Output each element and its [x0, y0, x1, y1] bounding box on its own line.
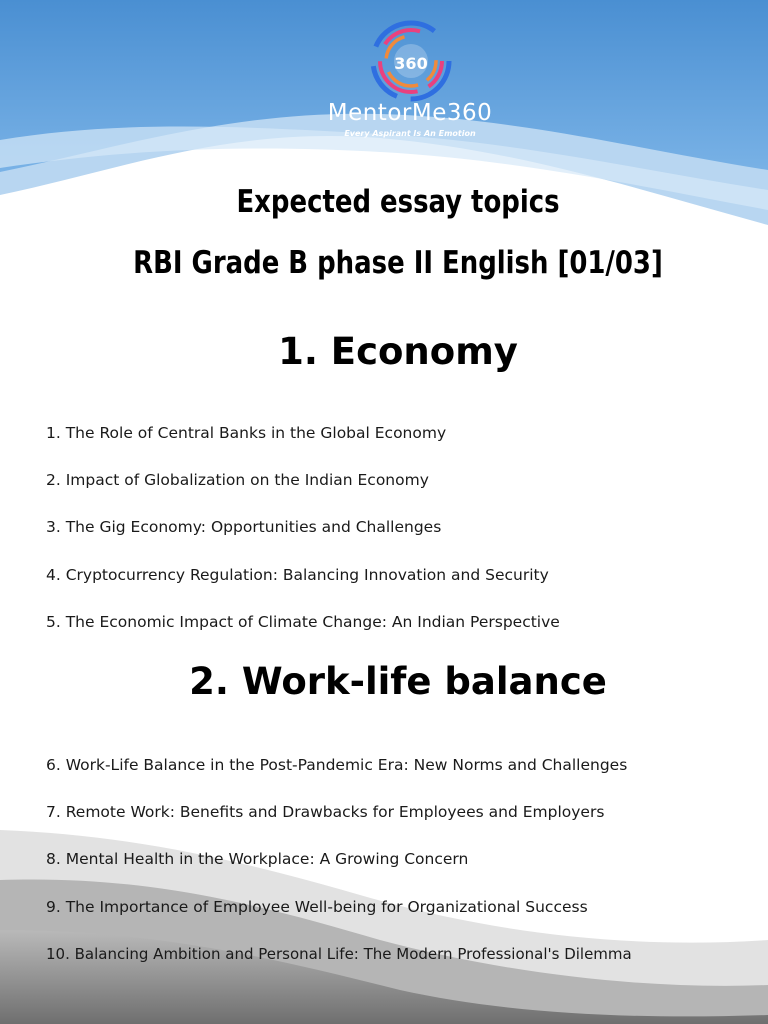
list-item: 1. The Role of Central Banks in the Global Economy: [46, 424, 447, 442]
section-heading-economy: 1. Economy: [278, 330, 518, 373]
list-item: 2. Impact of Globalization on the Indian Economy: [46, 471, 429, 489]
logo-badge: 360: [394, 54, 428, 73]
list-item: 4. Cryptocurrency Regulation: Balancing Innovation and Security: [46, 566, 549, 584]
list-item: 6. Work-Life Balance in the Post-Pandemic Era: New Norms and Challenges: [46, 756, 628, 774]
brand-tagline: Every Aspirant Is An Emotion: [344, 129, 476, 138]
list-item: 10. Balancing Ambition and Personal Life: The Modern Professional's Dilemma: [46, 945, 632, 963]
section-heading-work-life-balance: 2. Work-life balance: [189, 660, 607, 703]
brand-logo: [300, 14, 520, 138]
list-item: 9. The Importance of Employee Well-being for Organizational Success: [46, 898, 588, 916]
page-title-line-1: Expected essay topics: [236, 184, 560, 220]
list-item: 8. Mental Health in the Workplace: A Growing Concern: [46, 850, 469, 868]
list-item: 5. The Economic Impact of Climate Change: An Indian Perspective: [46, 613, 560, 631]
list-item: 7. Remote Work: Benefits and Drawbacks for Employees and Employers: [46, 803, 605, 821]
page-title-line-2: RBI Grade B phase II English [01/03]: [133, 245, 663, 281]
brand-name: MentorMe360: [327, 100, 493, 126]
list-item: 3. The Gig Economy: Opportunities and Challenges: [46, 518, 442, 536]
